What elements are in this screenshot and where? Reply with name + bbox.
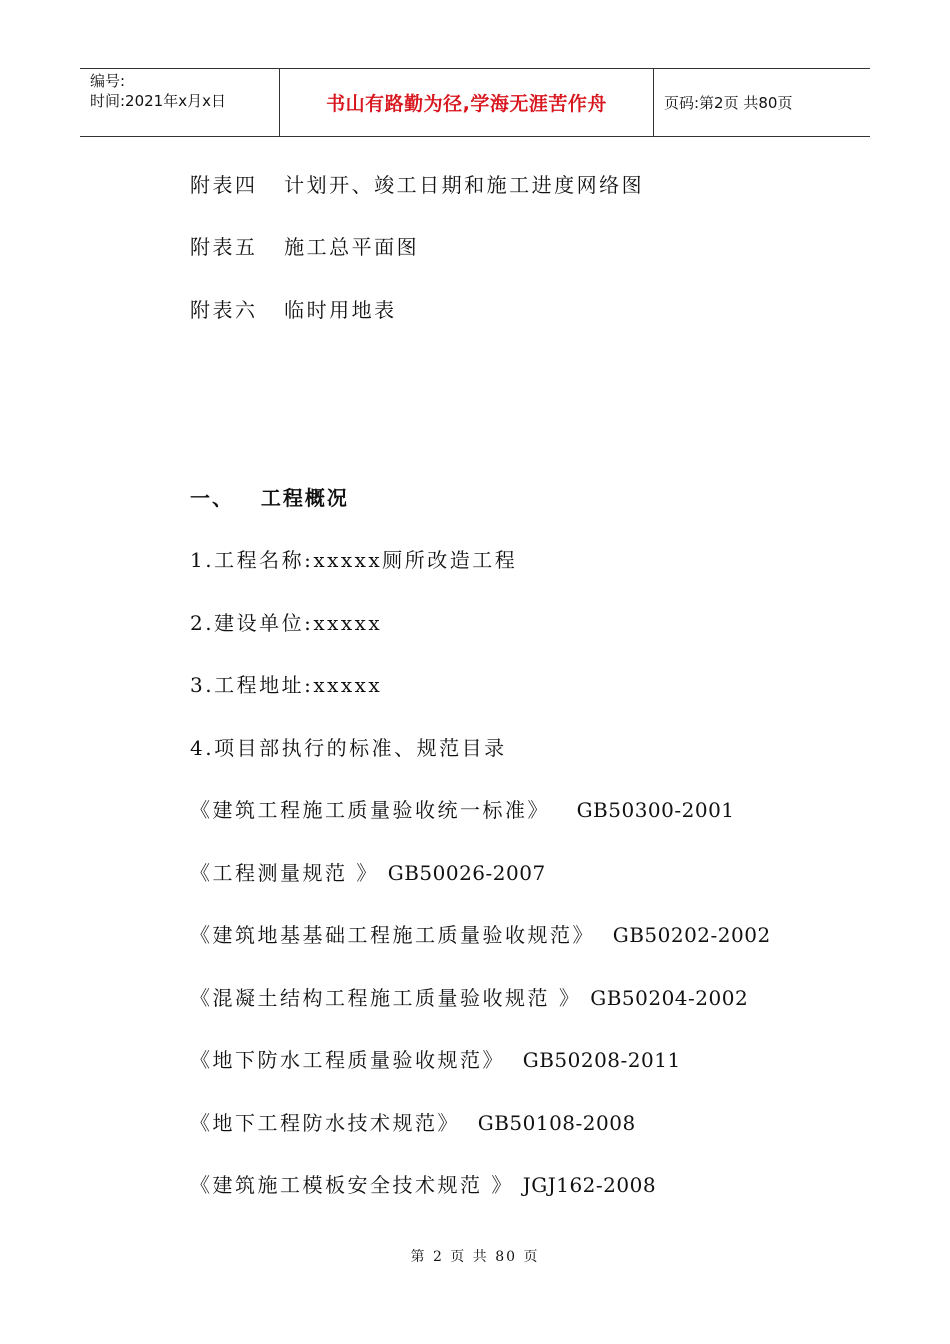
standard-row	[190, 860, 546, 886]
standard-name: 《建筑地基基础工程施工质量验收规范》	[190, 923, 595, 947]
project-item: 2.建设单位:xxxxx	[190, 611, 383, 635]
page-footer: 第 2 页 共 80 页	[410, 1249, 540, 1265]
standard-row	[190, 797, 735, 823]
header-motto: 书山有路勤为径,学海无涯苦作舟	[280, 69, 654, 136]
appendix-item: 附表六 临时用地表	[190, 298, 397, 322]
standard-row	[190, 1172, 656, 1198]
standard-code: GB50300-2001	[576, 798, 735, 822]
section-heading: 一、 工程概况	[190, 486, 349, 510]
standard-row	[190, 922, 771, 948]
standard-name: 《建筑工程施工质量验收统一标准》	[190, 798, 550, 822]
document-header	[80, 68, 870, 137]
project-item: 1.工程名称:xxxxx厕所改造工程	[190, 548, 518, 572]
standard-code: GB50202-2002	[612, 923, 771, 947]
appendix-item: 附表四 计划开、竣工日期和施工进度网络图	[190, 173, 645, 197]
time-label: 时间:2021年x月x日	[90, 92, 226, 110]
project-item: 3.工程地址:xxxxx	[190, 673, 383, 697]
number-label: 编号:	[90, 72, 126, 90]
standard-code: JGJ162-2008	[522, 1173, 657, 1197]
header-meta	[80, 69, 280, 136]
standard-code: GB50208-2011	[522, 1048, 681, 1072]
standard-code: GB50108-2008	[477, 1111, 636, 1135]
project-item: 4.项目部执行的标准、规范目录	[190, 736, 507, 760]
standard-row	[190, 1110, 636, 1136]
standard-name: 《混凝土结构工程施工质量验收规范 》	[190, 986, 582, 1010]
standard-name: 《建筑施工模板安全技术规范 》	[190, 1173, 514, 1197]
header-page-info: 页码:第2页 共80页	[664, 94, 793, 112]
standard-code: GB50026-2007	[387, 861, 546, 885]
standard-name: 《地下工程防水技术规范》	[190, 1111, 460, 1135]
standard-code: GB50204-2002	[590, 986, 749, 1010]
appendix-item: 附表五 施工总平面图	[190, 235, 420, 259]
standard-name: 《地下防水工程质量验收规范》	[190, 1048, 505, 1072]
standard-row	[190, 985, 748, 1011]
standard-row	[190, 1047, 681, 1073]
standard-name: 《工程测量规范 》	[190, 861, 379, 885]
